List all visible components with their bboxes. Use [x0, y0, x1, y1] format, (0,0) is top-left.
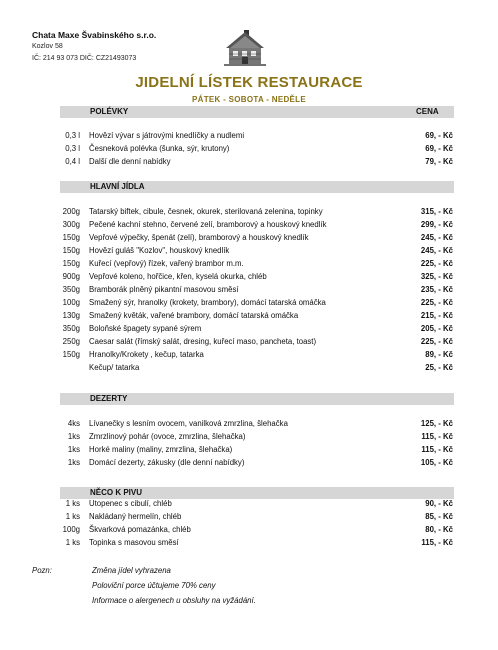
note-line: Informace o alergenech u obsluhy na vyžádání.: [92, 596, 256, 605]
item-name: Boloňské špagety sypané sýrem: [89, 324, 202, 333]
menu-item-row: [0, 296, 498, 309]
item-quantity: 0,4 l: [65, 157, 80, 166]
item-price: 69, - Kč: [425, 144, 453, 153]
menu-item-row: [0, 335, 498, 348]
item-name: Smažený sýr, hranolky (krokety, brambory), domácí tatarská omáčka: [89, 298, 326, 307]
item-name: Škvarková pomazánka, chléb: [89, 525, 191, 534]
item-price: 85, - Kč: [425, 512, 453, 521]
item-quantity: 150g: [62, 233, 80, 242]
item-name: Smažený květák, vařené brambory, domácí tatarská omáčka: [89, 311, 299, 320]
item-name: Česneková polévka (šunka, sýr, krutony): [89, 144, 230, 153]
menu-item-row: [0, 244, 498, 257]
item-quantity: 1ks: [67, 432, 80, 441]
desserts-list: [0, 417, 498, 469]
item-price: 90, - Kč: [425, 499, 453, 508]
item-quantity: 150g: [62, 350, 80, 359]
item-quantity: 0,3 l: [65, 131, 80, 140]
note-line: Poloviční porce účtujeme 70% ceny: [92, 581, 216, 590]
item-price: 79, - Kč: [425, 157, 453, 166]
item-name: Tatarský biftek, cibule, česnek, okurek, sterilovaná zelenina, topinky: [89, 207, 323, 216]
company-ids: IČ: 214 93 073 DIČ: CZ21493073: [32, 55, 137, 62]
item-price: 205, - Kč: [420, 324, 453, 333]
section-header-dezerty: [60, 393, 454, 405]
item-name: Hovězí guláš "Kozlov", houskový knedlík: [89, 246, 230, 255]
item-name: Vepřové výpečky, špenát (zelí), bramborový a houskový knedlík: [89, 233, 309, 242]
menu-item-row: [0, 510, 498, 523]
item-quantity: 350g: [62, 324, 80, 333]
item-price: 115, - Kč: [421, 432, 453, 441]
section-label: HLAVNÍ JÍDLA: [90, 182, 145, 191]
menu-title: JIDELNÍ LÍSTEK RESTAURACE: [135, 74, 363, 91]
menu-item-row: [0, 322, 498, 335]
menu-item-row: [0, 348, 498, 361]
item-quantity: 100g: [62, 525, 80, 534]
section-label: DEZERTY: [90, 394, 128, 403]
section-label: POLÉVKY: [90, 107, 129, 116]
item-quantity: 100g: [62, 298, 80, 307]
item-price: 325, - Kč: [420, 272, 453, 281]
company-address: Kozlov 58: [32, 43, 63, 50]
item-quantity: 1ks: [67, 445, 80, 454]
item-price: 225, - Kč: [420, 298, 453, 307]
menu-item-row: [0, 523, 498, 536]
item-quantity: 300g: [62, 220, 80, 229]
item-quantity: 1 ks: [65, 499, 80, 508]
section-header-hlavni: [60, 181, 454, 193]
item-name: Zmrzlinový pohár (ovoce, zmrzlina, šlehačka): [89, 432, 246, 441]
beer-snacks-list: [0, 497, 498, 549]
item-name: Horké maliny (maliny, zmrzlina, šlehačka): [89, 445, 233, 454]
item-price: 225, - Kč: [420, 337, 453, 346]
item-quantity: 350g: [62, 285, 80, 294]
item-price: 245, - Kč: [420, 246, 453, 255]
item-quantity: 200g: [62, 207, 80, 216]
item-price: 299, - Kč: [420, 220, 453, 229]
menu-item-row: [0, 430, 498, 443]
item-quantity: 150g: [62, 246, 80, 255]
menu-item-row: [0, 497, 498, 510]
item-name: Kečup/ tatarka: [89, 363, 140, 372]
menu-item-row: [0, 456, 498, 469]
item-name: Vepřové koleno, hořčice, křen, kyselá okurka, chléb: [89, 272, 267, 281]
item-price: 315, - Kč: [420, 207, 453, 216]
menu-item-row: [0, 129, 498, 142]
item-name: Lívanečky s lesním ovocem, vanilková zmrzlina, šlehačka: [89, 419, 288, 428]
item-name: Pečené kachní stehno, červené zelí, bramborový a houskový knedlík: [89, 220, 327, 229]
item-name: Domácí dezerty, zákusky (dle denní nabídky): [89, 458, 245, 467]
menu-item-row: [0, 270, 498, 283]
section-label: NĚCO K PIVU: [90, 488, 143, 497]
menu-item-row: [0, 443, 498, 456]
menu-item-row: [0, 231, 498, 244]
item-price: 115, - Kč: [421, 538, 453, 547]
item-price: 25, - Kč: [425, 363, 453, 372]
menu-days: PÁTEK - SOBOTA - NEDĚLE: [191, 95, 306, 104]
note-line: Změna jídel vyhrazena: [92, 566, 171, 575]
menu-item-row: [0, 309, 498, 322]
menu-item-row: [0, 205, 498, 218]
item-name: Hovězí vývar s játrovými knedlíčky a nudlemi: [89, 131, 245, 140]
menu-item-row: [0, 417, 498, 430]
menu-item-row: [0, 536, 498, 549]
menu-item-row: [0, 361, 498, 374]
item-quantity: 1 ks: [65, 512, 80, 521]
item-name: Utopenec s cibulí, chléb: [89, 499, 172, 508]
menu-item-row: [0, 155, 498, 168]
item-name: Bramborák plněný pikantní masovou směsí: [89, 285, 239, 294]
item-price: 225, - Kč: [420, 259, 453, 268]
menu-item-row: [0, 257, 498, 270]
company-name: Chata Maxe Švabinského s.r.o.: [32, 30, 157, 40]
item-price: 69, - Kč: [425, 131, 453, 140]
item-quantity: 1 ks: [65, 538, 80, 547]
item-price: 89, - Kč: [425, 350, 453, 359]
menu-item-row: [0, 283, 498, 296]
item-name: Nakládaný hermelín, chléb: [89, 512, 182, 521]
menu-item-row: [0, 142, 498, 155]
notes-label: Pozn:: [32, 566, 52, 575]
section-header-polevky: [60, 106, 454, 118]
item-quantity: 150g: [62, 259, 80, 268]
soups-list: [0, 129, 498, 168]
item-price: 105, - Kč: [420, 458, 453, 467]
item-price: 215, - Kč: [420, 311, 453, 320]
item-quantity: 250g: [62, 337, 80, 346]
item-quantity: 130g: [62, 311, 80, 320]
menu-item-row: [0, 218, 498, 231]
item-quantity: 0,3 l: [65, 144, 80, 153]
company-block: [32, 29, 156, 65]
item-price: 115, - Kč: [421, 445, 453, 454]
item-name: Kuřecí (vepřový) řízek, vařený brambor m.m.: [89, 259, 244, 268]
price-column-header: CENA: [416, 107, 439, 116]
item-price: 125, - Kč: [420, 419, 453, 428]
item-price: 80, - Kč: [425, 525, 453, 534]
item-price: 245, - Kč: [420, 233, 453, 242]
item-quantity: 1ks: [67, 458, 80, 467]
item-name: Hranolky/Krokety , kečup, tatarka: [89, 350, 204, 359]
item-quantity: 4ks: [67, 419, 80, 428]
item-name: Další dle denní nabídky: [89, 157, 171, 166]
item-quantity: 900g: [62, 272, 80, 281]
item-name: Caesar salát (římský salát, dresing, kuřecí maso, pancheta, toast): [89, 337, 317, 346]
item-name: Topinka s masovou směsí: [89, 538, 179, 547]
chalet-logo-icon: [222, 28, 268, 68]
main-dishes-list: [0, 205, 498, 374]
item-price: 235, - Kč: [420, 285, 453, 294]
